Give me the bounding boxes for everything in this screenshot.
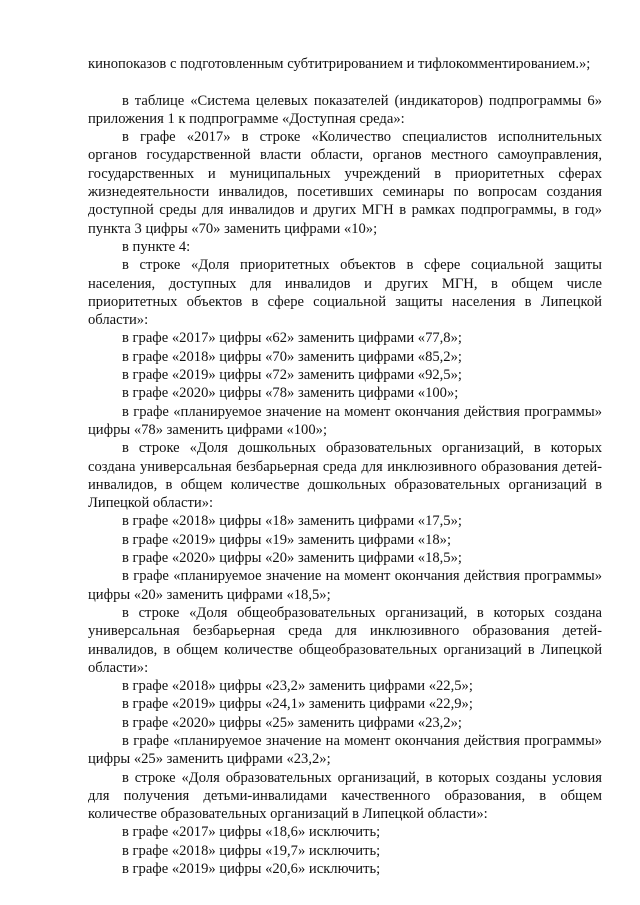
paragraph-change: в графе «2020» цифры «78» заменить цифрами «100»; [122,385,459,402]
paragraph-item-3: в графе «2017» в строке «Количество специалистов исполнительных органов государственной власти области, органов местного самоуправления, государственных и муниципальных учреждений в приоритетных сферах жизнедеятельности инвалидов, посетивших семинары по вопросам создания доступной среды для инвалидов и других МГН в рамках подпрограммы, в год» пункта 3 цифры «70» заменить цифрами «10»; [88,129,602,237]
paragraph-change: в графе «планируемое значение на момент окончания действия программы» цифры «20» заменить цифрами «18,5»; [88,568,602,603]
paragraph-change: в графе «2019» цифры «72» заменить цифрами «92,5»; [122,367,462,384]
paragraph-change: в графе «2018» цифры «70» заменить цифрами «85,2»; [122,348,462,365]
paragraph-exclusion: в графе «2019» цифры «20,6» исключить; [122,861,381,878]
paragraph-continuation: кинопоказов с подготовленным субтитрированием и тифлокомментированием.»; [88,56,591,72]
paragraph-row-education-quality: в строке «Доля образовательных организаций, в которых созданы условия для получения детьми-инвалидами качественного образования, в общем количестве образовательных организаций в Липецкой области»: [88,769,602,823]
paragraph-change: в графе «2019» цифры «19» заменить цифрами «18»; [122,531,452,548]
paragraph-row-general-education: в строке «Доля общеобразовательных организаций, в которых создана универсальная безбарьерная среда для инклюзивного образования детей-инвалидов, в общем количестве общеобразовательных организаций в Липецкой области»: [88,604,602,676]
paragraph-exclusion: в графе «2017» цифры «18,6» исключить; [122,824,381,841]
paragraph-change: в графе «2020» цифры «25» заменить цифрами «23,2»; [122,714,462,731]
paragraph-row-preschool: в строке «Доля дошкольных образовательных организаций, в которых создана универсальная безбарьерная среда для инклюзивного образования детей-инвалидов, в общем количестве дошкольных образовательных организаций в Липецкой области»: [88,440,602,512]
paragraph-change: в графе «2017» цифры «62» заменить цифрами «77,8»; [122,330,462,347]
paragraph-change: в графе «2018» цифры «18» заменить цифрами «17,5»; [122,513,462,530]
paragraph-table-intro: в таблице «Система целевых показателей (индикаторов) подпрограммы 6» приложения 1 к подпрограмме «Доступная среда»: [88,92,602,127]
paragraph-exclusion: в графе «2018» цифры «19,7» исключить; [122,842,381,859]
paragraph-change: в графе «2019» цифры «24,1» заменить цифрами «22,9»; [122,696,473,713]
paragraph-change: в графе «2020» цифры «20» заменить цифрами «18,5»; [122,550,462,567]
paragraph-change: в графе «планируемое значение на момент окончания действия программы» цифры «78» заменить цифрами «100»; [88,403,602,438]
paragraph-change: в графе «2018» цифры «23,2» заменить цифрами «22,5»; [122,678,473,695]
paragraph-item-4-heading: в пункте 4: [122,238,191,255]
paragraph-gap [88,73,602,91]
paragraph-change: в графе «планируемое значение на момент окончания действия программы» цифры «25» заменить цифрами «23,2»; [88,732,602,768]
document-page [88,55,602,878]
paragraph-row-social: в строке «Доля приоритетных объектов в сфере социальной защиты населения, доступных для инвалидов и других МГН, в общем числе приоритетных объектов в сфере социальной защиты населения в Липецкой области»: [88,257,602,329]
